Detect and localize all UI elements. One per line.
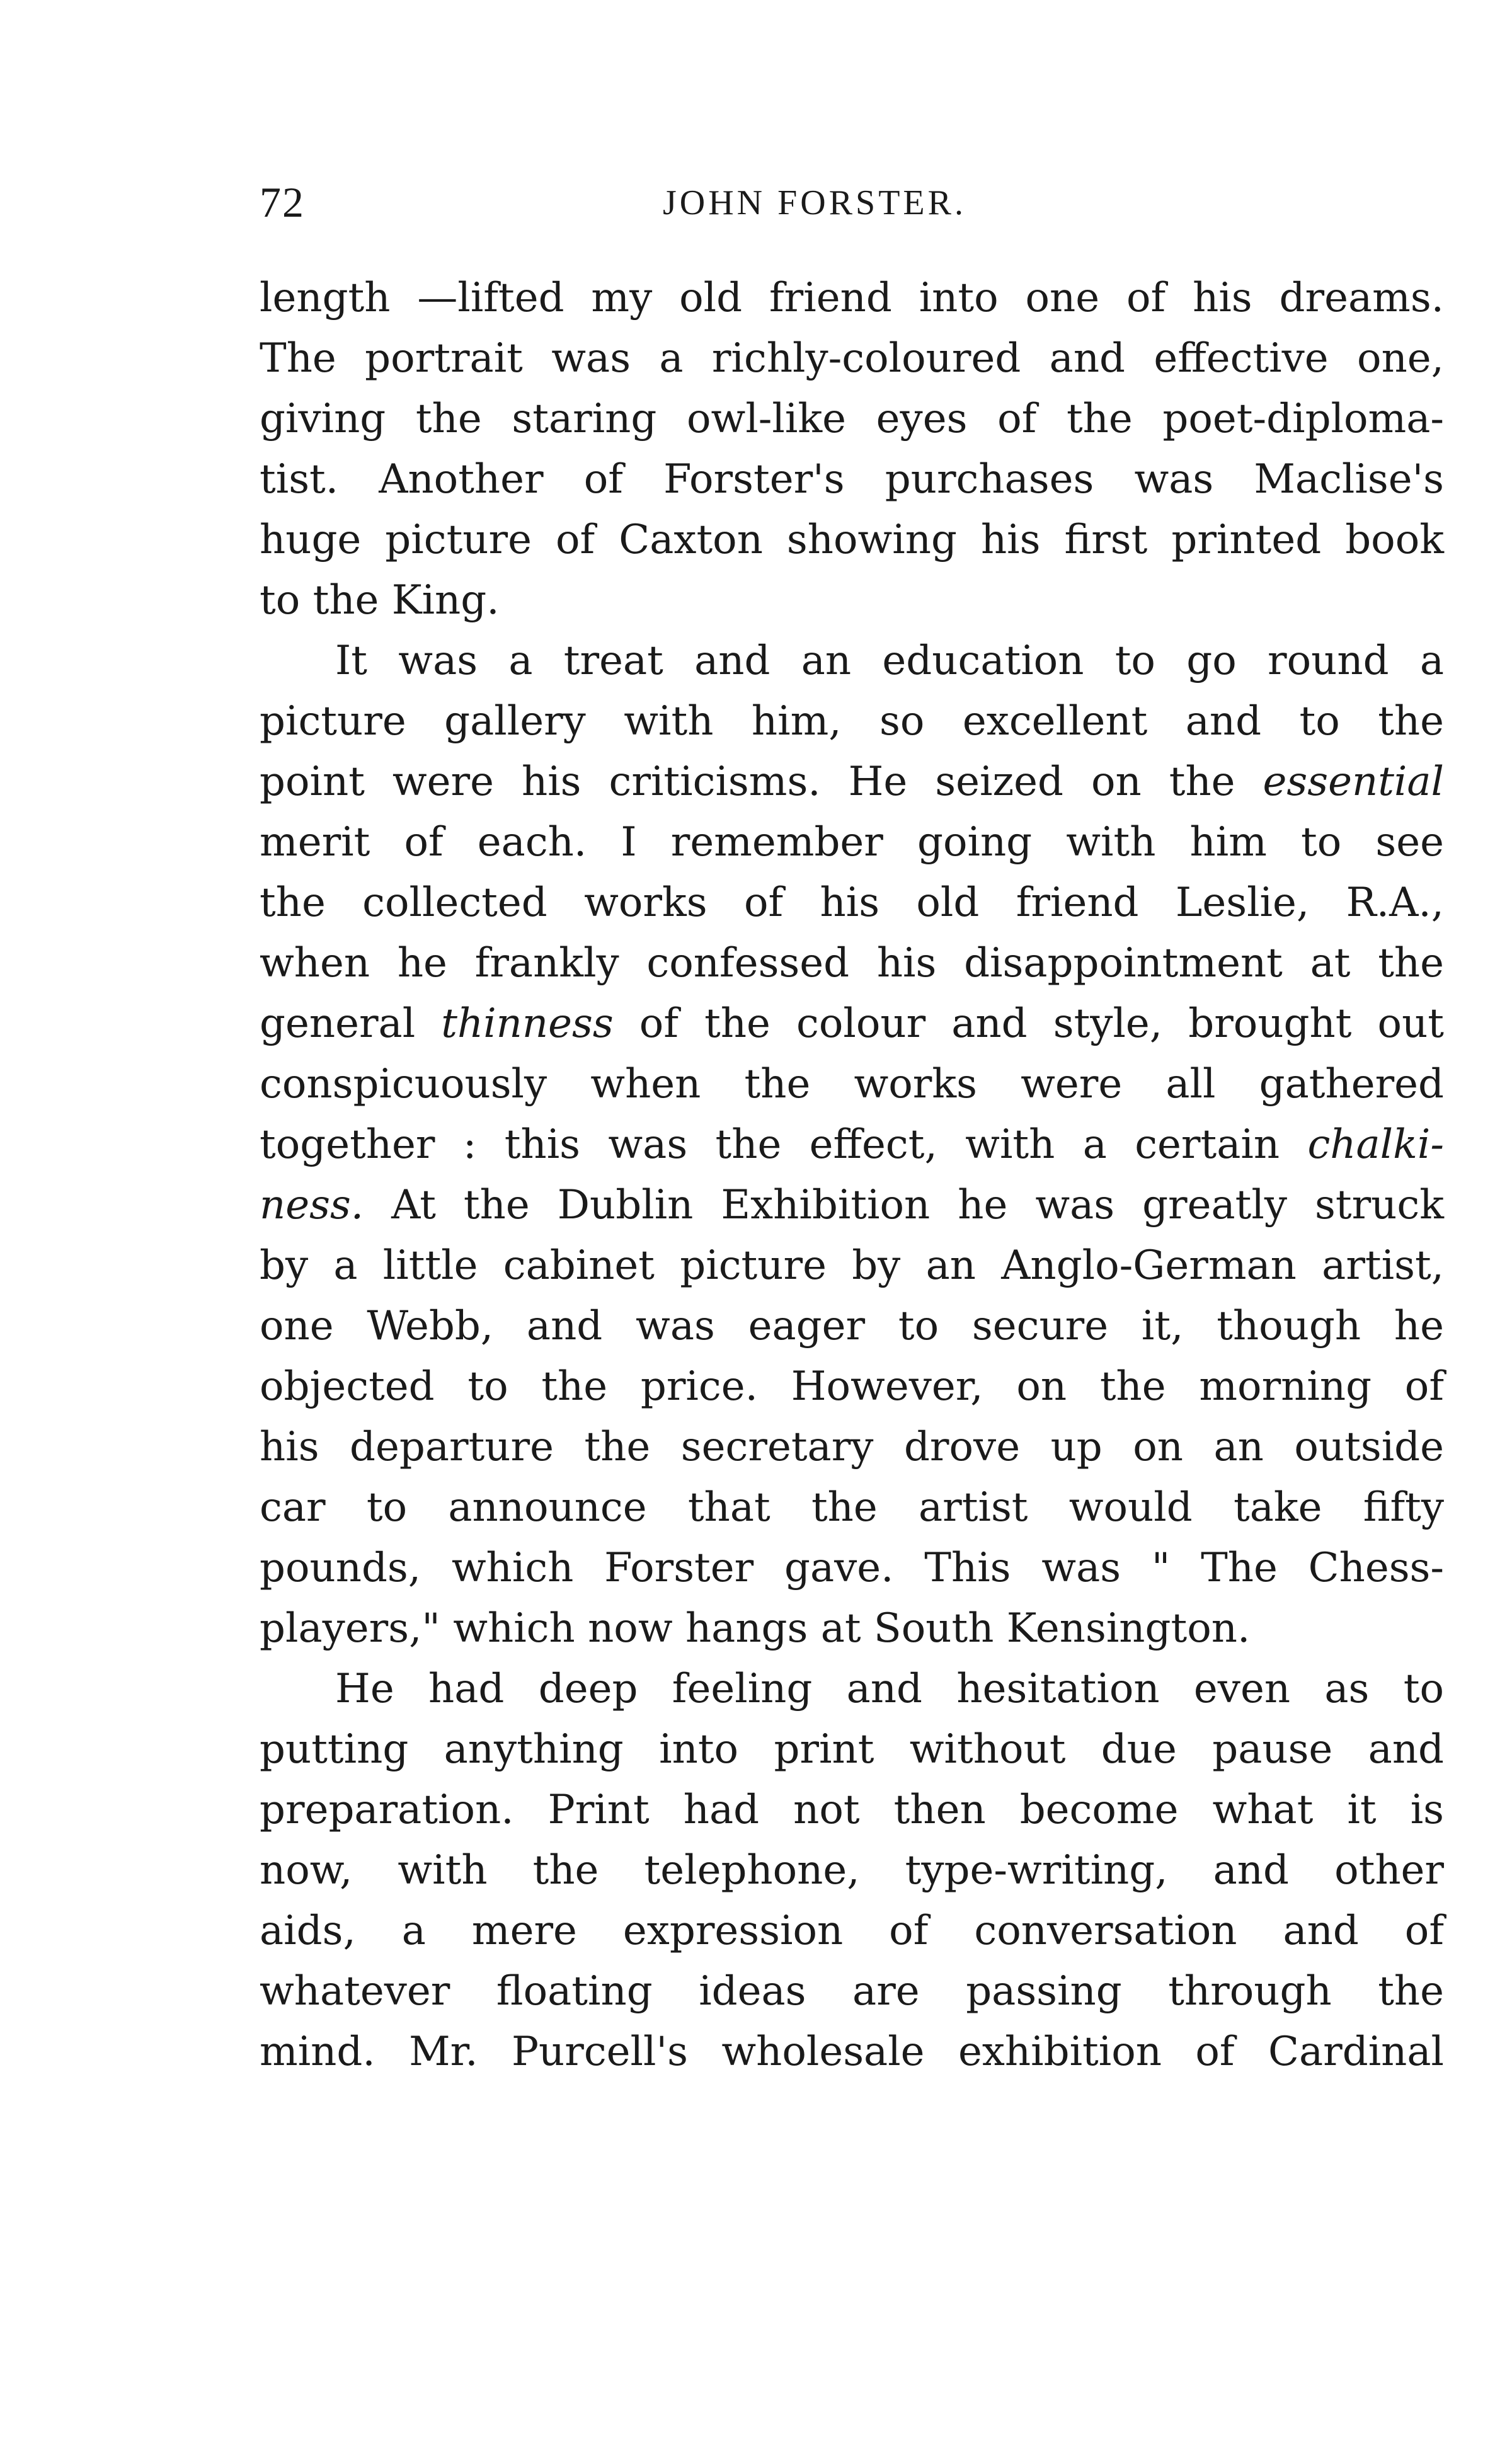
text-line: putting anything into print without due pause and	[260, 1726, 1444, 1773]
text-line: The portrait was a richly-coloured and effective one,	[260, 335, 1444, 382]
text-line: merit of each. I remember going with him to see	[260, 819, 1444, 866]
text-run: At the Dublin Exhibition he was greatly struck	[391, 1182, 1445, 1228]
text-line: by a little cabinet picture by an Anglo-German artist,	[260, 1242, 1444, 1289]
running-head	[260, 178, 1444, 234]
text-run: together : this was the effect, with a certain	[260, 1121, 1280, 1168]
text-line: giving the staring owl-like eyes of the poet-diploma-	[260, 396, 1444, 442]
text-line: objected to the price. However, on the morning of	[260, 1363, 1444, 1410]
italic-word: ness.	[260, 1182, 364, 1228]
text-run: point were his criticisms. He seized on the	[260, 758, 1235, 805]
text-line: whatever floating ideas are passing through the	[260, 1968, 1444, 2015]
text-line: length —lifted my old friend into one of his dreams.	[260, 275, 1444, 321]
text-line	[260, 993, 1444, 1054]
text-line: now, with the telephone, type-writing, and other	[260, 1847, 1444, 1894]
paragraph-first-line: It was a treat and an education to go round a	[335, 638, 1444, 684]
text-line: the collected works of his old friend Leslie, R.A.,	[260, 879, 1444, 926]
text-line: conspicuously when the works were all gathered	[260, 1061, 1444, 1107]
body-text	[260, 268, 1444, 2082]
text-line: picture gallery with him, so excellent and to the	[260, 698, 1444, 745]
text-line: aids, a mere expression of conversation and of	[260, 1908, 1444, 1954]
text-line: huge picture of Caxton showing his first printed book	[260, 517, 1444, 563]
text-line: mind. Mr. Purcell's wholesale exhibition of Cardinal	[260, 2029, 1444, 2075]
text-line: pounds, which Forster gave. This was " The Chess-	[260, 1545, 1444, 1591]
text-line: when he frankly confessed his disappointment at the	[260, 940, 1444, 987]
text-line: his departure the secretary drove up on an outside	[260, 1424, 1444, 1470]
text-line: to the King.	[260, 577, 500, 624]
text-line: one Webb, and was eager to secure it, though he	[260, 1303, 1444, 1349]
text-line	[260, 1114, 1444, 1175]
page-number: 72	[260, 178, 305, 226]
text-line: tist. Another of Forster's purchases was Maclise's	[260, 456, 1444, 503]
text-run: general	[260, 1000, 416, 1047]
italic-word: essential	[1263, 758, 1445, 805]
text-run: of the colour and style, brought out	[639, 1000, 1445, 1047]
text-line	[260, 1175, 1444, 1235]
text-line	[260, 752, 1444, 812]
italic-word: thinness	[441, 1000, 614, 1047]
text-line: preparation. Print had not then become what it is	[260, 1787, 1444, 1833]
text-line: players," which now hangs at South Kensington.	[260, 1605, 1251, 1652]
running-title: JOHN FORSTER.	[663, 183, 966, 222]
paragraph-first-line: He had deep feeling and hesitation even as to	[335, 1666, 1444, 1712]
text-line: car to announce that the artist would take fifty	[260, 1484, 1444, 1531]
italic-word: chalki-	[1307, 1121, 1445, 1168]
